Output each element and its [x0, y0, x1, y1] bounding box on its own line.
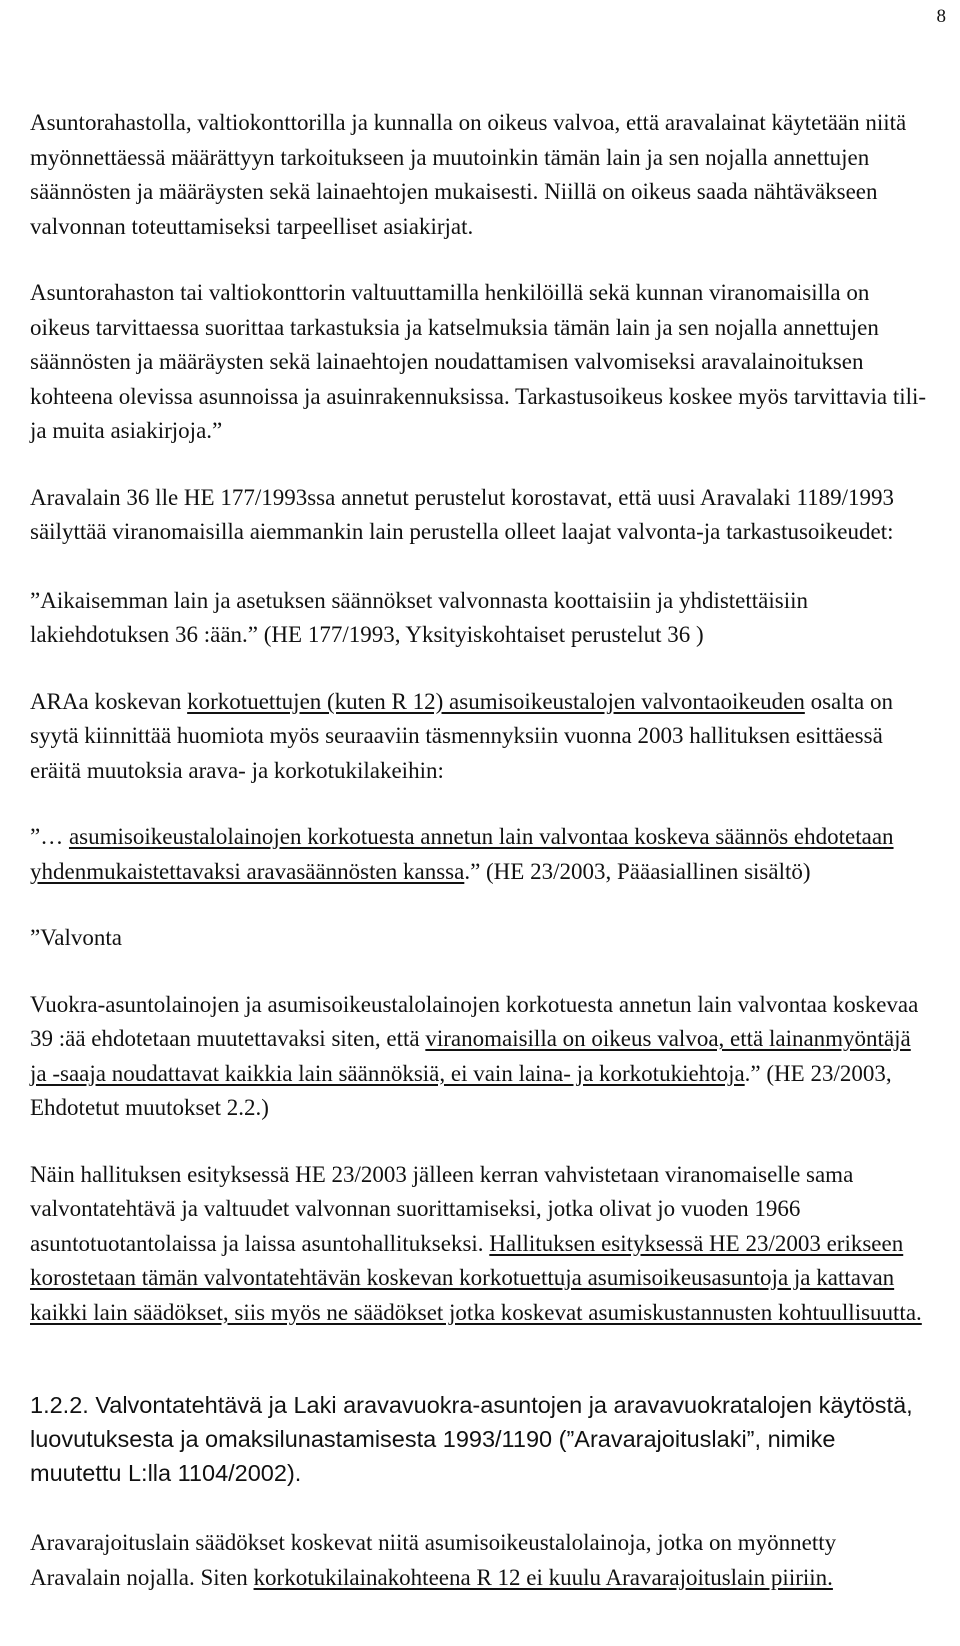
p10-underlined: korkotukilainakohteena R 12 ei kuulu Aravarajoituslain piiriin.	[253, 1564, 833, 1590]
paragraph-7-quote-title: ”Valvonta	[30, 925, 122, 950]
p10-text-a: Aravarajoituslain säädökset koskevat niitä asumisoikeustalolainoja, jotka on myönnetty Aravalain nojalla. Siten	[30, 1530, 837, 1590]
p9-underlined: Hallituksen esityksessä HE 23/2003 erikseen korostetaan tämän valvontatehtävän koskevan korkotuettuja asumisoikeusasuntoja ja kattavan kaikki lain säädökset, siis myös ne säädökset jotka koskevat asumiskustannusten kohtuullisuutta.	[30, 1230, 922, 1325]
p8-text-a: Vuokra-asuntolainojen ja asumisoikeustalolainojen korkotuesta annetun lain valvontaa koskevaa 39 :ää ehdotetaan muutettavaksi siten, että	[30, 991, 919, 1051]
paragraph-6-quote	[30, 820, 930, 889]
p9-text-a: Näin hallituksen esityksessä HE 23/2003 jälleen kerran vahvistetaan viranomaiselle sama valvontatehtävä ja valtuudet valvonnan suorittamiseksi, jotka olivat jo vuoden 1966 asuntotuotantolaissa ja laissa asuntohallitukseksi.	[30, 1161, 854, 1256]
p5-underlined: korkotuettujen (kuten R 12) asumisoikeustalojen valvontaoikeuden	[187, 688, 805, 714]
paragraph-2: Asuntorahaston tai valtiokonttorin valtuuttamilla henkilöillä sekä kunnan viranomaisilla on oikeus tarvittaessa suorittaa tarkastuksia ja katselmuksia tämän lain ja sen nojalla annettujen säännösten ja määräysten sekä lainaehtojen noudattamisen valvomiseksi aravalainoituksen kohteena olevissa asunnoissa ja asuinrakennuksissa. Tarkastusoikeus koskee myös tarvittavia tili- ja muita asiakirjoja.”	[30, 280, 927, 443]
p5-text-a: ARAa koskevan	[30, 688, 188, 714]
p8-underlined: viranomaisilla on oikeus valvoa, että lainanmyöntäjä ja -saaja noudattavat kaikkia lain säännöksiä, ei vain laina- ja korkotukiehtoja	[30, 1026, 911, 1086]
paragraph-5	[30, 685, 930, 789]
paragraph-9	[30, 1158, 930, 1331]
paragraph-10	[30, 1526, 930, 1595]
p6-underlined: asumisoikeustalolainojen korkotuesta annetun lain valvontaa koskeva säännös ehdotetaan yhdenmukaistettavaksi aravasäännösten kanssa	[30, 824, 894, 884]
page-number: 8	[936, 6, 946, 27]
document-body	[30, 106, 930, 1627]
paragraph-8	[30, 988, 930, 1126]
paragraph-3: Aravalain 36 lle HE 177/1993ssa annetut perustelut korostavat, että uusi Aravalaki 1189/1993 säilyttää viranomaisilla aiemmankin lain perustella olleet laajat valvonta-ja tarkastusoikeudet:	[30, 484, 895, 544]
paragraph-4-quote: ”Aikaisemman lain ja asetuksen säännökset valvonnasta koottaisiin ja yhdistettäisiin lakiehdotuksen 36 :ään.” (HE 177/1993, Yksityiskohtaiset perustelut 36 )	[30, 587, 808, 647]
p6-text-a: ”…	[30, 824, 69, 849]
section-heading: 1.2.2. Valvontatehtävä ja Laki aravavuokra-asuntojen ja aravavuokratalojen käytöstä, luovutuksesta ja omaksilunastamisesta 1993/1190 (”Aravarajoituslaki”, nimike muutettu L:lla 1104/2002).	[30, 1392, 913, 1486]
p5-text-c: osalta on syytä kiinnittää huomiota myös seuraaviin täsmennyksiin vuonna 2003 hallituksen esittäessä eräitä muutoksia arava- ja korkotukilakeihin:	[30, 688, 893, 783]
p6-text-c: .” (HE 23/2003, Pääasiallinen sisältö)	[464, 858, 811, 884]
paragraph-1: Asuntorahastolla, valtiokonttorilla ja kunnalla on oikeus valvoa, että aravalainat käytetään niitä myönnettäessä määrättyyn tarkoitukseen ja muutoinkin tämän lain ja sen nojalla annettujen säännösten ja määräysten sekä lainaehtojen mukaisesti. Niillä on oikeus saada nähtäväkseen valvonnan toteuttamiseksi tarpeelliset asiakirjat.	[30, 110, 907, 239]
p8-text-c: .” (HE 23/2003, Ehdotetut muutokset 2.2.)	[30, 1060, 892, 1120]
